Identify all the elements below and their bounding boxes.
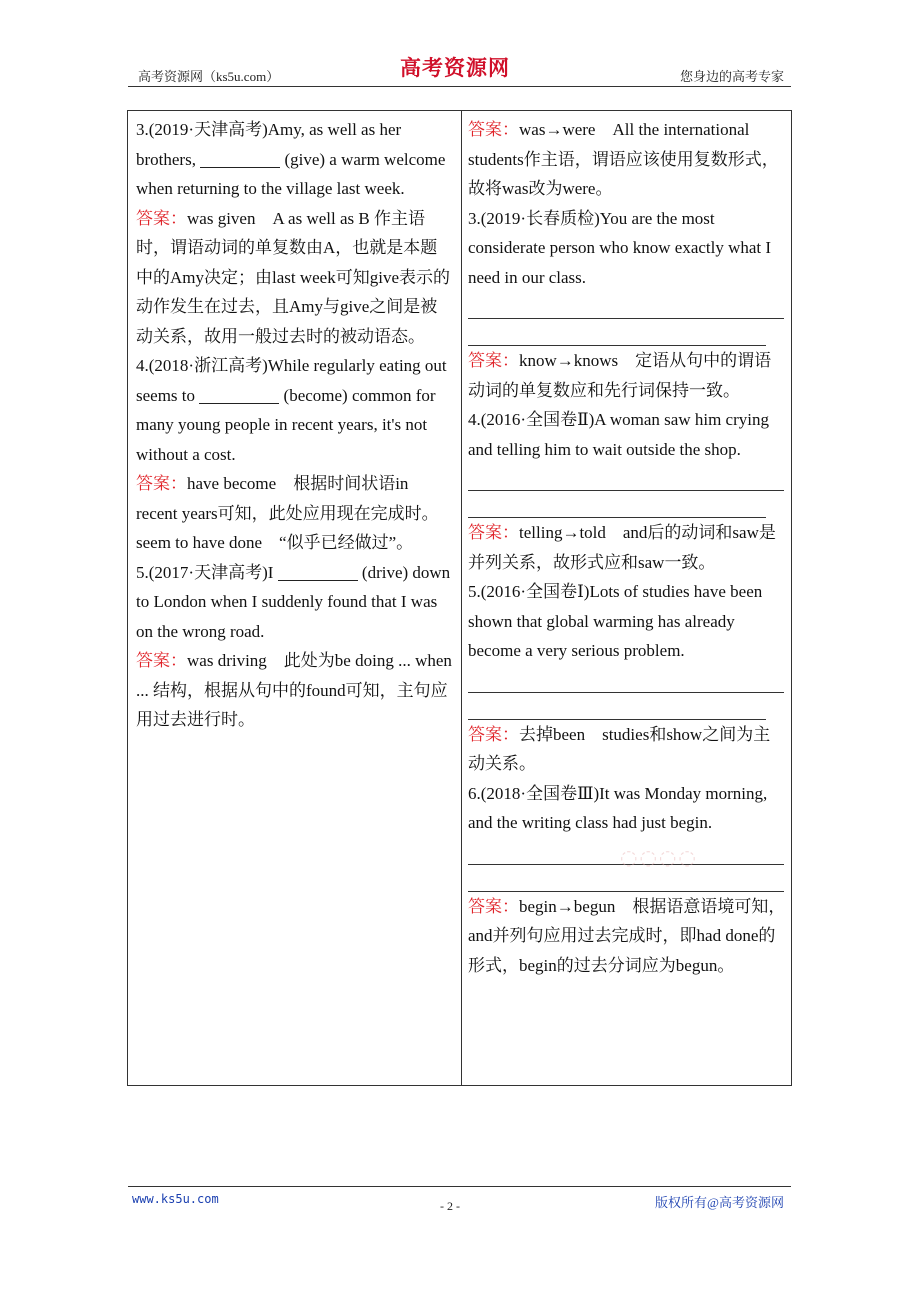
answer-3-left: 答案：was given A as well as B 作主语时，谓语动词的单复数由A，也就是本题中的Amy决定；由last week可知give表示的动作发生在过去，且Amy与give之间是被动关系，故用一般过去时的被动语态。	[136, 208, 450, 346]
answer-line	[468, 319, 766, 346]
answer-3-right: 答案：know→knows 定语从句中的谓语动词的单复数应和先行词保持一致。	[468, 351, 772, 400]
answer-5-left: 答案：was driving 此处为be doing ... when ... 结构，根据从句中的found可知，主句应用过去进行时。	[136, 651, 452, 729]
answer-blank	[199, 385, 279, 404]
answer-line	[468, 464, 784, 491]
footer-copyright: 版权所有@高考资源网	[655, 1195, 784, 1210]
question-4-left: 4.(2018·浙江高考)While regularly eating out seems to (become) common for many young people in recent years, it's not without a cost.	[136, 356, 447, 464]
header-rule	[128, 86, 791, 87]
faint-watermark: ◌◌◌◌	[620, 845, 698, 869]
answer-blank	[200, 149, 280, 168]
answer-line	[468, 693, 766, 720]
page-number: - 2 -	[440, 1199, 460, 1213]
column-divider	[461, 111, 462, 1085]
answer-blank	[278, 562, 358, 581]
answer-2-right: 答案：was→were All the international students作主语，谓语应该使用复数形式，故将was改为were。	[468, 120, 779, 198]
answer-6-right: 答案：begin→begun 根据语意语境可知，and并列句应用过去完成时，即had done的形式，begin的过去分词应为begun。	[468, 896, 786, 975]
footer-rule	[128, 1186, 791, 1187]
footer-url[interactable]: www.ks5u.com	[132, 1192, 219, 1206]
question-5-left: 5.(2017·天津高考)I (drive) down to London when I suddenly found that I was on the wrong road.	[136, 562, 451, 641]
left-column	[136, 115, 454, 735]
answer-line	[468, 666, 784, 693]
answer-line	[468, 292, 784, 319]
answer-5-right: 答案：去掉been studies和show之间为主动关系。	[468, 724, 771, 773]
answer-4-left: 答案：have become 根据时间状语in recent years可知，此处应用现在完成时。seem to have done “似乎已经做过”。	[136, 474, 439, 552]
question-6-right: 6.(2018·全国卷Ⅲ)It was Monday morning, and the writing class had just begin.	[468, 783, 768, 832]
answer-line	[468, 491, 766, 518]
question-3-left: 3.(2019·天津高考)Amy, as well as her brothers, (give) a warm welcome when returning to the village last week.	[136, 120, 446, 198]
question-3-right: 3.(2019·长春质检)You are the most considerate person who know exactly what I need in our class.	[468, 208, 772, 287]
answer-4-right: 答案：telling→told and后的动词和saw是并列关系，故形式应和saw一致。	[468, 523, 776, 572]
header-site-name: 高考资源网（ks5u.com）	[138, 69, 280, 84]
header-slogan: 您身边的高考专家	[679, 69, 784, 84]
header-logo: 高考资源网	[400, 56, 510, 80]
exercise-table	[127, 110, 792, 1086]
question-4-right: 4.(2016·全国卷Ⅱ)A woman saw him crying and telling him to wait outside the shop.	[468, 410, 769, 459]
question-5-right: 5.(2016·全国卷Ⅰ)Lots of studies have been shown that global warming has already become a very serious problem.	[468, 582, 763, 660]
